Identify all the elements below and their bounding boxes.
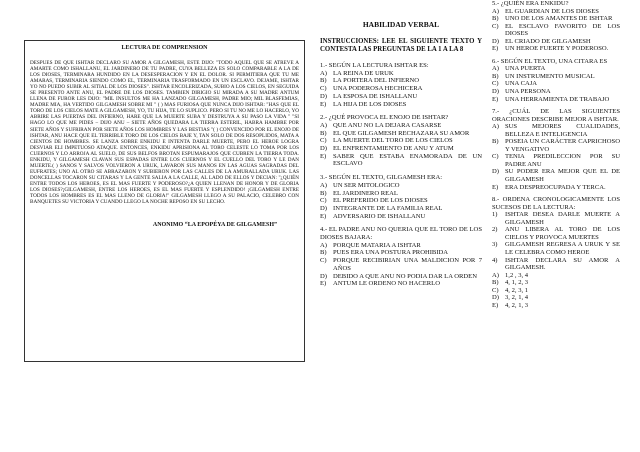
answer-option — [320, 70, 482, 78]
option-letter: C) — [492, 80, 499, 88]
option-letter: C) — [492, 22, 499, 30]
question-block — [320, 114, 482, 168]
answer-option — [492, 73, 620, 81]
answer-option — [492, 184, 620, 192]
option-text: QUE ANU NO LA DEJARA CASARSE — [333, 121, 442, 129]
answer-option — [320, 153, 482, 168]
right-questions — [492, 0, 620, 309]
option-letter: E) — [320, 212, 327, 220]
answer-option — [320, 197, 482, 205]
option-letter: A) — [492, 271, 499, 279]
question-block — [492, 58, 620, 103]
answer-option — [320, 122, 482, 130]
answer-option — [492, 123, 620, 138]
option-letter: E) — [320, 280, 327, 288]
answer-option — [492, 88, 620, 96]
answer-option — [320, 273, 482, 281]
answer-option — [492, 272, 620, 280]
option-text: INTEGRANTE DE LA FAMILIA REAL — [333, 204, 443, 212]
option-text: ERA DESPREOCUPADA Y TERCA. — [505, 183, 606, 191]
option-letter: D) — [492, 294, 499, 302]
answer-option — [492, 153, 620, 168]
option-letter: B) — [320, 189, 327, 197]
option-text: 1,2 , 3, 4 — [505, 271, 529, 279]
option-letter: B) — [320, 249, 327, 257]
option-text: EL GUARDIAN DE LOS DIOSES — [505, 7, 599, 15]
option-letter: A) — [320, 69, 327, 77]
option-text: UN SER MITOLOGICO — [333, 181, 400, 189]
option-text: TENIA PREDILECCION POR SU PADRE ANU — [505, 153, 620, 168]
option-letter: 4) — [492, 256, 498, 264]
option-text: UNA CAJA — [505, 80, 538, 88]
option-text: ISHTAR DECLARA SU AMOR A GILGAMESH. — [505, 256, 620, 272]
option-text: EL QUE GILGAMESH RECHAZARA SU AMOR — [333, 129, 470, 137]
option-letter: D) — [492, 37, 499, 45]
option-letter: C) — [320, 197, 327, 205]
option-text: GILGAMESH REGRESA A URUK Y SE LE CELEBRA COMO HEROE — [505, 241, 620, 256]
answer-option — [320, 205, 482, 213]
option-letter: B) — [320, 129, 327, 137]
option-letter: B) — [320, 77, 327, 85]
option-letter: 2) — [492, 226, 498, 234]
option-letter: A) — [492, 123, 499, 131]
question-text: 3.- SEGÚN EL TEXTO, GILGAMESH ERA: — [320, 174, 443, 182]
instructions: INSTRUCCIONES: LEE EL SIGUIENTE TEXTO Y CONTESTA LAS PREGUNTAS DE LA 1 A LA 8 — [320, 38, 482, 53]
option-text: EL PREFERIDO DE LOS DIOSES — [333, 197, 428, 205]
option-letter: D) — [492, 168, 499, 176]
reading-paragraph: DESPUES DE QUE ISHTAR DECLARO SU AMOR A GILGAMESH, ESTE DIJO: "TODO AQUEL QUE SE ATREVE A AMARTE COMO ISHALLANU, EL JARDINERO DE TU PADRE, CUYA BELLEZA ES SOLO COMPARABLE A LA DE LOS DIOSES, TERMINARA HUNDIDO EN LA DESESPERACION Y EN EL DOLOR. SI PERMITIERA QUE TU ME AMARAS, TERMINARIA SIENDO COMO EL, TERMINARIA TRASFORMADO EN UN ESCLAVO. DEJAME, ISHTAR YO NO PUEDO SUBIR AL SITIAL DE LOS DIOSES". ISHTAR ENCOLERIZADA, SUBIO A LOS CIELOS, EN SEGUIDA SE PRESENTO ANTE ANU, EL PADRE DE LOS DIOSES. TAMBIEN DIRIGIO SU MIRADA A SU MADRE ANTUM LLENA DE FUROR LES DIJO: "MIL INSULTOS ME HA LANZADO GILGAMESH, PADRE MIO; MIL BLASFEMIAS, MADRE MIA, HA VERTIDO GILGAMESH SOBRE MI " ( ) MAS FURIOSA QUE NUNCA DIJO ISHTAR: "HAS QUE EL TORO DE LOS CIELOS MATE A GILGAMESH, YO, TU HIJA, TE LO SUPLICO. PERO SI TU NO ME LO HACERLO, YO ABRIRE LAS PUERTAS DEL INFIERNO, HARE QUE LA MUERTE SUBA Y DESTRUYA A SU PASO LA VIDA " "SI HAGO LO QUE ME PIDES – DIJO ANU – SIETE AÑOS QUEDARA LA TIERRA ESTERIL, HABRA HAMBRE POR SIETE AÑOS Y SUFRIRAN POR SIETE AÑOS LOS HOMBRES Y LAS BESTIAS "( ) CONVENCIDO POR EL ENOJO DE ISHTAR, ANU HACE QUE EL TERRIBLE TORO DE LOS CIELOS BAJE Y, TAN SOLO DE DOS RESOPLIDOS, MATA A CIENTOS DE HOMBRES. SE LANZA SOBRE ENKIDU E INTENTA DARLE MUERTE, PERO EL HEROE LOGRA DESVIAR ELI IMPETUOSO ATAQUE. ENTONCES, ENKIDU APRISIONA AL TORO CELESTE LO TOMA POR LOS CUERNOS Y LO ARROJA AL SUELO, DE SUS BELFOS BROTAN ESPUMARAJOS QUE CUBREN LA TIERRA TODA. ENKIDU, Y GILGAMESH CLAVAN SUS ESPADAS ENTRE LOS CUERNOS Y EL CUELLO DEL TORO Y LE DAN MUERTE.( ) SANOS Y SALVOS VOLVIERON A URUK, LAVARON SUS MANOS EN LAS AGUAS SAGRADAS DEL EUFRATES; UNO AL OTRO SE ABRAZARON Y SUBIERON POR LAS CALLES DE LA AMURALLADA URUK. LAS DONCELLAS TOCARON SU CITARAS Y LA GENTE SALIA A LA CALLE, AL LADO DE ELLOS Y DECIAN: "¿QUIÉN ENTRE TODOS LOS HEROES, ES EL MAS FUERTE Y PODEROSO?¿A QUIEN LLENAN DE HONOR Y DE GLORIA LOS DIOSES?¡GILGAMESH, ENTRE LOS HEROES, ES EL MAS FUERTE Y ESPLENDIDO! ¡GILGAMESH ENTRE TODOS LOS HOMBRES ES EL MAS LLENO DE GLORIA!" GILGAMESH LLEGO A SU PALACIO, CELEBRO CON BANQUETES SU VICTORIA Y CUANDO LLEGO LA NOCHE REPOSO EN SU LECHO. — [30, 60, 299, 206]
option-text: EL ESCLAVO FAVORITO DE LOS DIOSES — [505, 22, 620, 38]
answer-option — [320, 93, 482, 101]
answer-option — [492, 257, 620, 272]
option-text: UNA PUERTA — [505, 65, 546, 73]
option-text: PORQUE MATARIA A ISHTAR — [333, 241, 421, 249]
option-letter: A) — [492, 7, 499, 15]
option-letter: C) — [492, 286, 499, 294]
option-text: UNA PERSONA — [505, 88, 551, 96]
option-letter: E) — [320, 100, 327, 108]
answer-option — [320, 190, 482, 198]
answer-option — [492, 241, 620, 256]
option-letter: E) — [320, 152, 327, 160]
question-block — [320, 174, 482, 220]
answer-option — [492, 23, 620, 38]
option-text: UNA HERRAMIENTA DE TRABAJO — [505, 95, 610, 103]
middle-questions — [320, 62, 482, 288]
answer-option — [320, 280, 482, 288]
option-text: SABER QUE ESTABA ENAMORADA DE UN ESCLAVO — [333, 152, 482, 168]
answer-option — [320, 137, 482, 145]
option-letter: 1) — [492, 211, 498, 219]
option-letter: B) — [492, 72, 499, 80]
question-text: 2.- ¿QUÉ PROVOCA EL ENOJO DE ISHTAR? — [320, 114, 449, 122]
option-letter: A) — [320, 181, 327, 189]
reading-author: ANONIMO “LA EPOPÉYA DE GILGAMESH” — [152, 222, 277, 229]
option-letter: B) — [492, 15, 499, 23]
option-letter: C) — [320, 257, 327, 265]
option-letter: B) — [492, 138, 499, 146]
answer-option — [492, 226, 620, 241]
option-text: EL ENFRENTAMIENTO DE ANU Y ATUM — [333, 145, 454, 153]
option-text: UN INSTRUMENTO MUSICAL — [505, 72, 595, 80]
option-text: ANTUM LE ORDENO NO HACERLO — [333, 280, 440, 288]
option-text: SUS MEJORES CUALIDADES, BELLEZA E INTELIGENCIA — [505, 123, 620, 138]
option-letter: A) — [320, 121, 327, 129]
option-letter: E) — [492, 301, 499, 309]
option-text: LA REINA DE URUK — [333, 69, 394, 77]
question-text: 5.- ¿QUIÉN ERA ENKIDU? — [492, 0, 569, 7]
answer-option — [320, 182, 482, 190]
option-text: LA HIJA DE LOS DIOSES — [333, 100, 407, 108]
reading-text — [30, 60, 299, 205]
option-text: LA PORTERA DEL INFIERNO — [333, 77, 419, 85]
answer-option — [492, 96, 620, 104]
option-letter: A) — [492, 65, 499, 73]
option-text: 4, 1, 2, 3 — [505, 279, 529, 287]
reading-box — [24, 40, 305, 362]
option-text: LA ESPOSA DE ISHALLANU — [333, 92, 418, 100]
answer-option — [492, 294, 620, 302]
option-text: PORQUE RECIBIRIAN UNA MALDICION POR 7 AÑOS — [333, 257, 482, 272]
question-text: 7.- ¿CUÁL DE LAS SIGUIENTES ORACIONES DESCRIBE MEJOR A ISHTAR. — [492, 108, 620, 123]
question-block — [320, 226, 482, 288]
answer-option — [492, 15, 620, 23]
option-letter: D) — [320, 92, 327, 100]
answer-option — [320, 145, 482, 153]
answer-option — [320, 77, 482, 85]
option-letter: E) — [492, 45, 499, 53]
question-text: 8.- ORDENA CRONOLOGICAMENTE LOS SUCESOS DE LA LECTURA: — [492, 196, 620, 211]
option-text: UNO DE LOS AMANTES DE ISHTAR — [505, 15, 613, 23]
option-text: SU PODER ERA MEJOR QUE EL DE GILGAMESH — [505, 168, 620, 184]
section-title: HABILIDAD VERBAL — [362, 20, 440, 29]
answer-option — [320, 257, 482, 272]
option-letter: A) — [320, 241, 327, 249]
option-text: UN HEROE FUERTE Y PODEROSO. — [505, 45, 609, 53]
option-text: 3, 2, 1, 4 — [505, 294, 529, 302]
option-letter: E) — [492, 183, 499, 191]
question-text: 4.- EL PADRE ANU NO QUERIA QUE EL TORO DE LOS DIOSES BAJARA: — [320, 226, 482, 242]
question-text: 1.- SEGÚN LA LECTURA ISHTAR ES: — [320, 62, 429, 69]
answer-option — [492, 38, 620, 46]
answer-option — [320, 249, 482, 257]
answer-option — [320, 130, 482, 138]
option-letter: C) — [320, 137, 327, 145]
answer-option — [492, 45, 620, 53]
answer-option — [492, 168, 620, 183]
answer-option — [320, 242, 482, 250]
option-text: UNA PODEROSA HECHICERA — [333, 85, 423, 93]
option-text: ADVERSARIO DE ISHALLANU — [333, 212, 426, 220]
answer-option — [492, 138, 620, 153]
option-text: DEBIDO A QUE ANU NO PODIA DAR LA ORDEN — [333, 272, 477, 280]
option-text: 4, 2, 1, 3 — [505, 301, 529, 309]
question-text: 6.- SEGÚN EL TEXTO, UNA CITARA ES — [492, 57, 608, 65]
answer-option — [492, 211, 620, 226]
question-block — [492, 196, 620, 309]
option-text: ANU LIBERA AL TORO DE LOS CIELOS Y PROVOCA MUERTES — [505, 226, 620, 241]
option-text: EL CRIADO DE GILGAMESH — [505, 37, 591, 45]
option-letter: C) — [492, 153, 499, 161]
right-column — [492, 0, 620, 314]
answer-option — [492, 65, 620, 73]
option-text: EL JARDINERO REAL — [333, 189, 398, 197]
question-block — [492, 108, 620, 191]
option-text: LA MUERTE DEL TORO DE LOS CIELOS — [333, 137, 453, 145]
answer-option — [320, 213, 482, 221]
option-letter: D) — [320, 204, 327, 212]
option-letter: E) — [492, 95, 499, 103]
option-letter: D) — [320, 145, 327, 153]
answer-option — [492, 279, 620, 287]
answer-option — [492, 8, 620, 16]
answer-option — [492, 302, 620, 310]
middle-column — [320, 20, 482, 294]
option-text: PUES ERA UNA POSTURA PROHIBIDA — [333, 249, 449, 257]
option-letter: C) — [320, 85, 327, 93]
answer-option — [320, 101, 482, 109]
option-letter: D) — [320, 272, 327, 280]
option-text: POSEIA UN CARÁCTER CAPRICHOSO Y VENGATIVO — [505, 138, 620, 153]
question-block — [320, 62, 482, 108]
question-block — [492, 0, 620, 53]
reading-title: LECTURA DE COMPRENSION — [121, 45, 208, 51]
answer-option — [492, 80, 620, 88]
answer-option — [320, 85, 482, 93]
option-text: ISHTAR DESEA DARLE MUERTE A GILGAMESH — [505, 211, 620, 226]
option-letter: B) — [492, 279, 499, 287]
option-text: 4, 2, 3, 1 — [505, 286, 529, 294]
option-letter: D) — [492, 88, 499, 96]
answer-option — [492, 287, 620, 295]
option-letter: 3) — [492, 241, 498, 249]
